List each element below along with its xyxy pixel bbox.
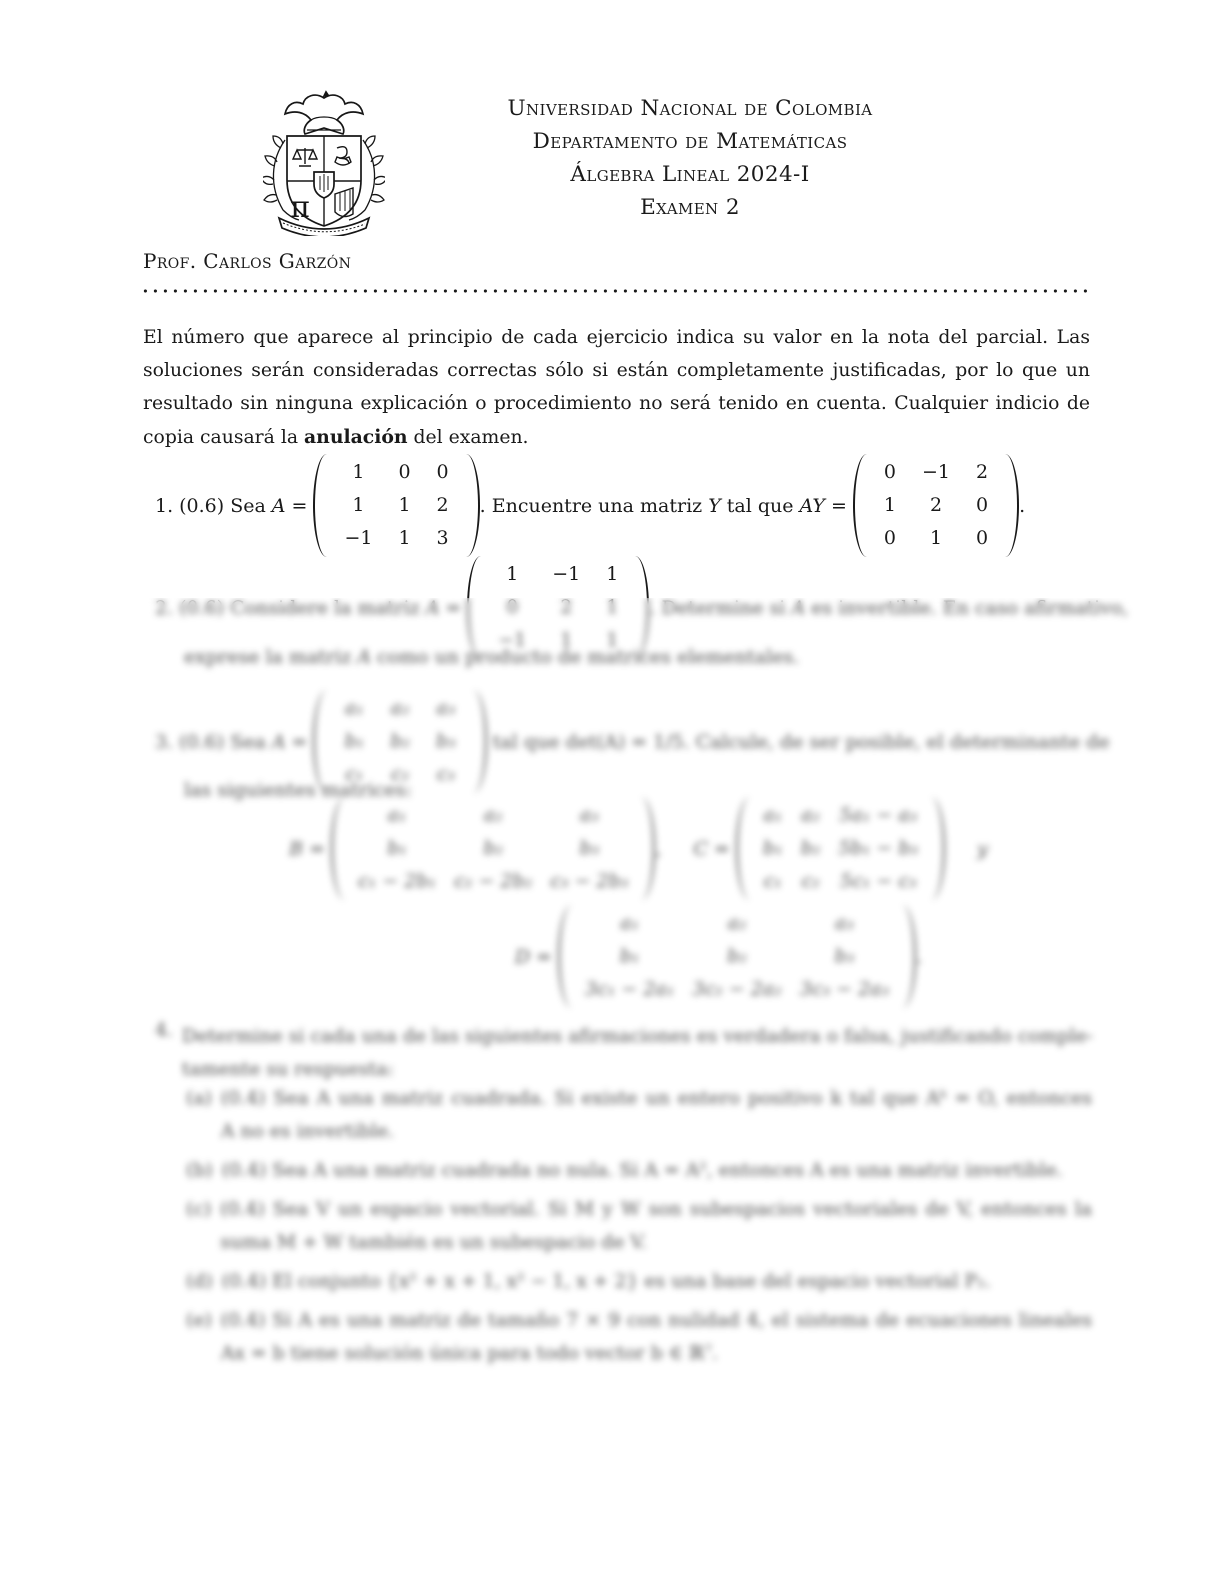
matrix-cell: 0 bbox=[883, 527, 896, 549]
matrix-cell: c₂ bbox=[801, 870, 820, 892]
matrix-AY bbox=[853, 454, 1019, 557]
problem-text: como un producto de matrices elementales. bbox=[376, 646, 800, 668]
matrix-cell: a₁ bbox=[620, 912, 640, 934]
matrix-cell: b₁ bbox=[762, 837, 783, 859]
scales-icon bbox=[293, 148, 317, 166]
item-text bbox=[222, 1265, 1092, 1298]
matrix-cell: a₃ bbox=[436, 697, 456, 719]
snake-bowl-icon bbox=[335, 147, 351, 165]
matrix-cell: b₂ bbox=[483, 837, 504, 859]
problem-3 bbox=[155, 690, 1110, 793]
matrix-A2 bbox=[467, 556, 649, 659]
university-logo bbox=[263, 90, 385, 236]
item-label: (d) bbox=[186, 1271, 213, 1292]
item-line: (0.4) Sea V un espacio vectorial. Si M y W son subespacios vectoriales de V, entonces la bbox=[220, 1199, 1092, 1220]
problem-2-continuation bbox=[184, 646, 799, 668]
list-item bbox=[186, 1082, 1092, 1148]
matrix-A bbox=[313, 454, 479, 557]
instructions-line: soluciones serán consideradas correctas sólo si están completamente justificadas, por lo que un bbox=[143, 360, 1090, 382]
matrix-C bbox=[736, 797, 945, 900]
problem-number: 3. bbox=[155, 730, 174, 753]
matrix-cell: 1 bbox=[606, 596, 619, 618]
matrix-cell: −1 bbox=[921, 461, 950, 483]
matrix-grid bbox=[328, 690, 471, 793]
item-label: (e) bbox=[186, 1310, 212, 1331]
matrix-D-row bbox=[245, 905, 1192, 1008]
matrix-cell: 1 bbox=[506, 563, 519, 585]
problem-4-text bbox=[182, 1020, 1093, 1086]
list-item bbox=[186, 1193, 1092, 1259]
equals-sign: = bbox=[536, 945, 552, 968]
math-variable: AY bbox=[799, 494, 825, 517]
matrix-cell: 3c₁ − 2a₁ bbox=[584, 978, 675, 1000]
list-item bbox=[186, 1265, 1092, 1298]
problem-number: 1. bbox=[155, 494, 174, 517]
problem-1 bbox=[155, 454, 1025, 557]
matrix-A3 bbox=[313, 690, 486, 793]
math-variable: D bbox=[514, 945, 531, 968]
problem-weight: (0.6) bbox=[179, 596, 225, 619]
problem-text: Sea bbox=[230, 494, 266, 517]
matrix-cell: a₁ bbox=[763, 804, 783, 826]
matrix-cell: a₂ bbox=[727, 912, 747, 934]
document-header bbox=[400, 92, 980, 224]
paren-left bbox=[313, 690, 328, 793]
matrix-grid bbox=[346, 797, 640, 900]
matrix-cell: 3c₂ − 2a₂ bbox=[692, 978, 782, 1000]
matrix-cell: 1 bbox=[352, 461, 365, 483]
problem-2 bbox=[155, 556, 1128, 659]
instructions-line: El número que aparece al principio de cada ejercicio indica su valor en la nota del parcial. Las bbox=[143, 327, 1090, 348]
problem-4 bbox=[155, 1020, 1093, 1086]
matrix-cell: a₃ bbox=[834, 912, 854, 934]
matrix-cell: 2 bbox=[436, 494, 449, 516]
problem-text: tal que det(A) = 1/5. Calcule, de ser posible, el determinante de bbox=[492, 730, 1110, 753]
matrix-grid bbox=[328, 454, 464, 557]
matrix-cell: a₂ bbox=[483, 804, 503, 826]
matrices-B-C-row bbox=[165, 797, 1112, 900]
exam-instructions bbox=[143, 321, 1090, 454]
problem-text: Considere la matriz bbox=[230, 596, 420, 619]
instructions-text: del examen. bbox=[407, 426, 529, 448]
paren-right bbox=[634, 556, 649, 659]
matrix-cell: 5a₁ − a₃ bbox=[839, 804, 918, 826]
matrix-cell: 1 bbox=[352, 494, 365, 516]
matrix-cell: −1 bbox=[498, 629, 527, 651]
problem-weight: (0.6) bbox=[179, 494, 225, 517]
item-text bbox=[222, 1154, 1092, 1187]
equals-sign: = bbox=[291, 494, 308, 517]
matrix-cell: b₁ bbox=[344, 730, 365, 752]
item-line: (0.4) El conjunto {x² + x + 1, x² − 1, x + 2} es una base del espacio vectorial P₂. bbox=[221, 1271, 991, 1292]
matrix-grid bbox=[482, 556, 634, 659]
list-item bbox=[186, 1304, 1092, 1370]
matrix-cell: 5c₁ − c₃ bbox=[839, 870, 917, 892]
matrix-cell: c₁ − 2b₁ bbox=[358, 870, 437, 892]
matrix-cell: −1 bbox=[344, 527, 373, 549]
professor-name: Prof. Carlos Garzón bbox=[143, 249, 352, 273]
item-text bbox=[220, 1193, 1092, 1259]
paren-left bbox=[331, 797, 346, 900]
matrix-cell: 1 bbox=[929, 527, 943, 549]
instructions-text: copia causará la bbox=[143, 426, 304, 448]
university-name: Universidad Nacional de Colombia bbox=[507, 96, 873, 121]
math-variable: A bbox=[357, 646, 371, 668]
course-name: Álgebra Lineal 2024-I bbox=[570, 162, 810, 187]
matrix-cell: 1 bbox=[606, 629, 619, 651]
matrix-cell: 2 bbox=[929, 494, 943, 516]
matrix-cell: 2 bbox=[976, 461, 989, 483]
matrix-cell: 0 bbox=[976, 494, 989, 516]
list-item bbox=[186, 1154, 1092, 1187]
equals-sign: = bbox=[713, 837, 730, 860]
paren-left bbox=[558, 905, 573, 1008]
matrix-cell: a₃ bbox=[579, 804, 599, 826]
instructions-line: resultado sin ninguna explicación o procedimiento no será tenido en cuenta. Cualquier indicio de bbox=[143, 393, 1090, 415]
paren-right bbox=[472, 690, 487, 793]
matrix-cell: 5b₁ − b₃ bbox=[838, 837, 919, 859]
shield bbox=[287, 136, 361, 226]
problem-text: tal que bbox=[726, 494, 794, 517]
equals-sign: = bbox=[830, 494, 847, 517]
problem-text: tamente su respuesta: bbox=[181, 1059, 394, 1080]
paren-left bbox=[467, 556, 482, 659]
paren-right bbox=[1004, 454, 1019, 557]
university-coat-of-arms-icon bbox=[263, 90, 385, 236]
problem-text: . Encuentre una matriz bbox=[479, 494, 703, 517]
matrix-cell: c₁ bbox=[763, 870, 782, 892]
matrix-cell: b₂ bbox=[800, 837, 821, 859]
matrix-cell: 1 bbox=[398, 527, 411, 549]
matrix-cell: c₂ bbox=[390, 763, 410, 785]
math-variable: A bbox=[425, 596, 440, 619]
problem-4-items bbox=[186, 1082, 1092, 1376]
item-label: (b) bbox=[186, 1160, 213, 1181]
item-line: A no es invertible. bbox=[220, 1121, 394, 1142]
conjunction: y bbox=[977, 837, 988, 860]
math-variable: A bbox=[791, 596, 806, 619]
paren-left bbox=[313, 454, 328, 557]
condor-emblem bbox=[285, 92, 363, 134]
matrix-D bbox=[558, 905, 916, 1008]
math-variable: A bbox=[271, 730, 286, 753]
matrix-cell: a₁ bbox=[344, 697, 364, 719]
math-variable: A bbox=[271, 494, 286, 517]
matrix-cell: 1 bbox=[398, 494, 411, 516]
item-text bbox=[221, 1082, 1092, 1148]
department-name: Departamento de Matemáticas bbox=[532, 129, 848, 154]
dotted-divider bbox=[143, 288, 1090, 294]
matrix-cell: b₃ bbox=[436, 730, 456, 752]
matrix-cell: c₁ bbox=[345, 763, 364, 785]
problem-text: . bbox=[1019, 494, 1026, 517]
problem-3-continuation: las siguientes matrices: bbox=[184, 779, 412, 801]
matrix-cell: c₂ − 2b₂ bbox=[454, 870, 533, 892]
math-variable: C bbox=[693, 837, 708, 860]
matrix-cell: c₃ − 2b₃ bbox=[550, 870, 629, 892]
matrix-cell: 1 bbox=[883, 494, 896, 516]
problem-text: . Determine si bbox=[649, 596, 786, 619]
problem-text: Sea bbox=[230, 730, 266, 753]
problem-number: 2. bbox=[155, 596, 174, 619]
matrix-B bbox=[331, 797, 655, 900]
central-escutcheon bbox=[314, 172, 334, 198]
item-line: (0.4) Sea A una matriz cuadrada no nula. Si A = A², entonces A es una matriz invertible. bbox=[221, 1160, 1063, 1181]
paren-right bbox=[930, 797, 945, 900]
matrix-cell: b₁ bbox=[619, 945, 640, 967]
item-line: Ax = b tiene solución única para todo vector b ∈ ℝ⁷. bbox=[220, 1343, 718, 1364]
equals-sign: = bbox=[445, 596, 462, 619]
matrix-cell: 0 bbox=[506, 596, 519, 618]
problem-text: exprese la matriz bbox=[184, 646, 352, 668]
matrix-cell: 0 bbox=[436, 461, 449, 483]
problem-weight: (0.6) bbox=[179, 730, 225, 753]
matrix-cell: 1 bbox=[560, 629, 573, 651]
item-label: (c) bbox=[186, 1199, 212, 1220]
problem-number: 4. bbox=[155, 1020, 173, 1041]
paren-left bbox=[736, 797, 751, 900]
item-line: (0.4) Sea A una matriz cuadrada. Si existe un entero positivo k tal que Aᵏ = O, entonces bbox=[220, 1088, 1092, 1109]
matrix-cell: a₂ bbox=[801, 804, 821, 826]
math-variable: Y bbox=[708, 494, 721, 517]
pi-symbol: π bbox=[290, 190, 310, 225]
matrix-cell: −1 bbox=[552, 563, 581, 585]
item-line: (0.4) Si A es una matriz de tamaño 7 × 9 con nulidad 4, el sistema de ecuaciones lineales bbox=[220, 1310, 1092, 1331]
matrix-cell: b₃ bbox=[834, 945, 855, 967]
paren-right bbox=[465, 454, 480, 557]
problem-text: Determine si cada una de las siguientes afirmaciones es verdadera o falsa, justificando comple- bbox=[181, 1026, 1093, 1047]
matrix-cell: 0 bbox=[883, 461, 896, 483]
matrix-cell: 2 bbox=[560, 596, 573, 618]
matrix-cell: b₁ bbox=[387, 837, 407, 859]
punctuation: . bbox=[916, 945, 923, 968]
matrix-grid bbox=[868, 454, 1004, 557]
item-label: (a) bbox=[186, 1088, 212, 1109]
equals-sign: = bbox=[309, 837, 326, 860]
paren-right bbox=[640, 797, 655, 900]
matrix-cell: 3c₃ − 2a₃ bbox=[799, 978, 890, 1000]
matrix-cell: b₂ bbox=[390, 730, 410, 752]
matrix-cell: a₂ bbox=[390, 697, 410, 719]
matrix-cell: 0 bbox=[398, 461, 411, 483]
paren-left bbox=[853, 454, 868, 557]
matrix-grid bbox=[573, 905, 901, 1008]
punctuation: , bbox=[655, 837, 662, 860]
matrix-cell: a₁ bbox=[387, 804, 407, 826]
item-text bbox=[221, 1304, 1092, 1370]
matrix-grid bbox=[751, 797, 930, 900]
matrix-cell: 0 bbox=[976, 527, 989, 549]
math-variable: B bbox=[289, 837, 304, 860]
item-line: suma M + W también es un subespacio de V. bbox=[220, 1232, 647, 1253]
equals-sign: = bbox=[291, 730, 308, 753]
harp-icon bbox=[335, 188, 353, 217]
matrix-cell: 3 bbox=[436, 527, 449, 549]
matrix-cell: b₃ bbox=[579, 837, 600, 859]
matrix-cell: 1 bbox=[606, 563, 619, 585]
exam-title: Examen 2 bbox=[640, 195, 740, 220]
instructions-bold-word: anulación bbox=[304, 425, 408, 448]
paren-right bbox=[901, 905, 916, 1008]
instructions-line bbox=[143, 421, 1090, 454]
problem-text: es invertible. En caso afirmativo, bbox=[811, 596, 1129, 619]
matrix-cell: c₃ bbox=[436, 763, 456, 785]
matrix-cell: b₂ bbox=[727, 945, 747, 967]
